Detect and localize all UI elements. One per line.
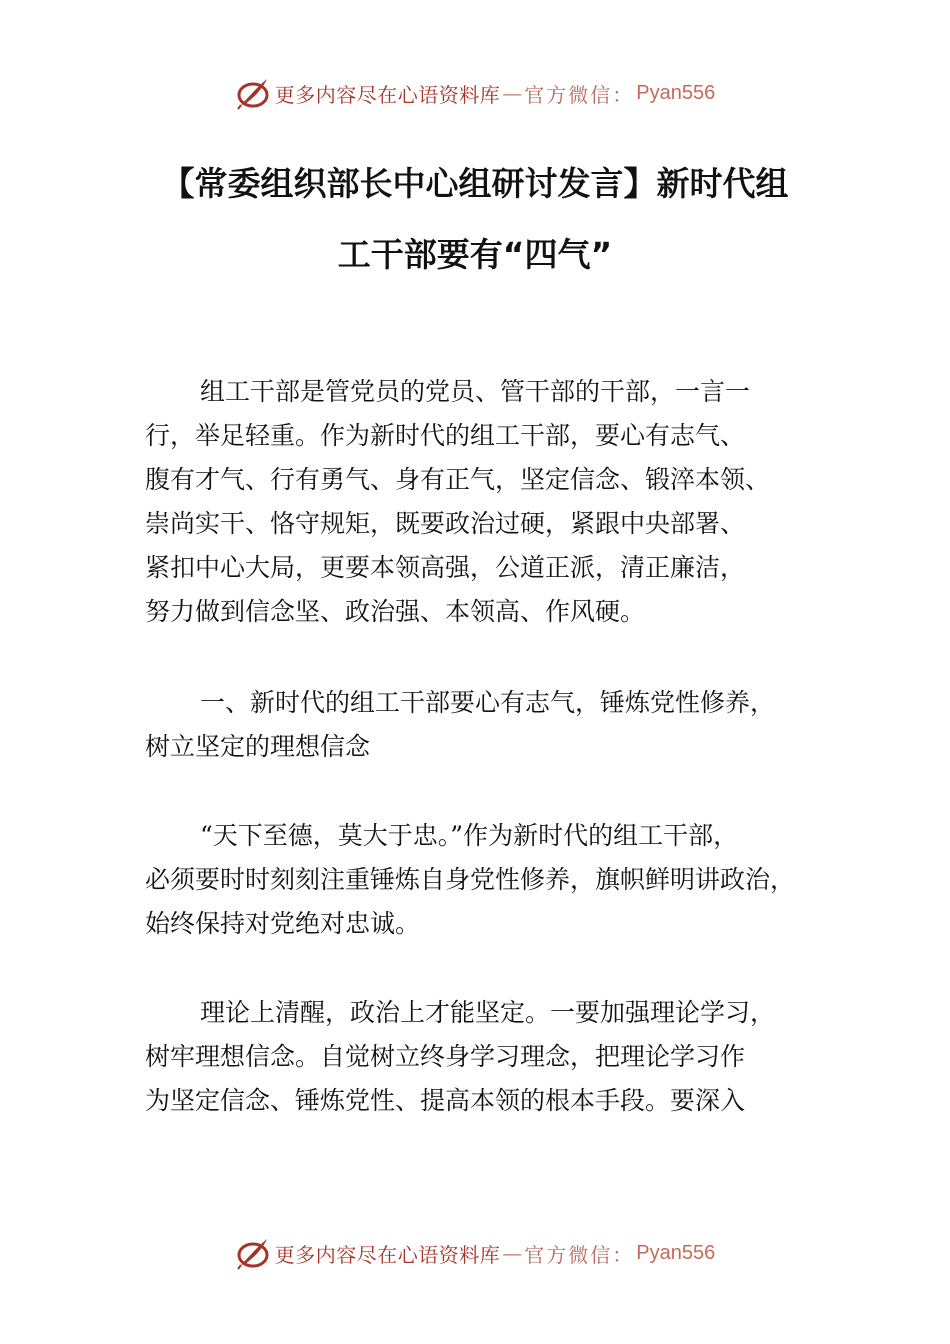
paragraph-line: 腹有才气、行有勇气、身有正气，坚定信念、锻淬本领、 xyxy=(145,465,771,494)
paragraph-line: 树立坚定的理想信念 xyxy=(145,732,371,761)
watermark-library-name: 更多内容尽在心语资料库 xyxy=(274,82,501,107)
body-paragraph xyxy=(145,370,845,634)
header-watermark xyxy=(0,73,950,113)
title-line: 工干部要有“四气” xyxy=(337,235,613,274)
paragraph-line: 必须要时时刻刻注重锤炼自身党性修养，旗帜鲜明讲政治， xyxy=(145,865,796,894)
paragraph-line: 努力做到信念坚、政治强、本领高、作风硬。 xyxy=(145,597,646,626)
watermark-dash: — xyxy=(502,81,523,105)
watermark-wechat-label: 官方微信： xyxy=(524,82,635,107)
watermark-wechat-id: Pyan556 xyxy=(636,81,716,104)
watermark-library-name: 更多内容尽在心语资料库 xyxy=(274,1242,501,1267)
paragraph-line: 树牢理想信念。自觉树立终身学习理念，把理论学习作 xyxy=(145,1042,746,1071)
paragraph-line: 一、新时代的组工干部要心有志气，锤炼党性修养， xyxy=(200,688,776,717)
paragraph-line: 为坚定信念、锤炼党性、提高本领的根本手段。要深入 xyxy=(145,1086,746,1115)
paragraph-line: 行，举足轻重。作为新时代的组工干部，要心有志气、 xyxy=(145,421,746,450)
section-heading xyxy=(145,681,845,769)
watermark-dash: — xyxy=(502,1241,523,1265)
quill-logo-icon xyxy=(235,1235,271,1271)
paragraph-line: 理论上清醒，政治上才能坚定。一要加强理论学习， xyxy=(200,998,776,1027)
watermark-wechat-id: Pyan556 xyxy=(636,1241,716,1264)
watermark-wechat-label: 官方微信： xyxy=(524,1242,635,1267)
title-line: 【常委组织部长中心组研讨发言】新时代组 xyxy=(161,164,789,203)
paragraph-line: 始终保持对党绝对忠诚。 xyxy=(145,909,421,938)
paragraph-line: 组工干部是管党员的党员、管干部的干部，一言一 xyxy=(200,377,751,406)
paragraph-line: “天下至德，莫大于忠。”作为新时代的组工干部， xyxy=(200,821,739,850)
body-paragraph xyxy=(145,991,845,1123)
document-title xyxy=(140,148,810,290)
quill-logo-icon xyxy=(235,75,271,111)
paragraph-line: 崇尚实干、恪守规矩，既要政治过硬，紧跟中央部署、 xyxy=(145,509,746,538)
body-paragraph xyxy=(145,814,845,946)
footer-watermark xyxy=(0,1233,950,1273)
paragraph-line: 紧扣中心大局，更要本领高强，公道正派，清正廉洁， xyxy=(145,553,746,582)
